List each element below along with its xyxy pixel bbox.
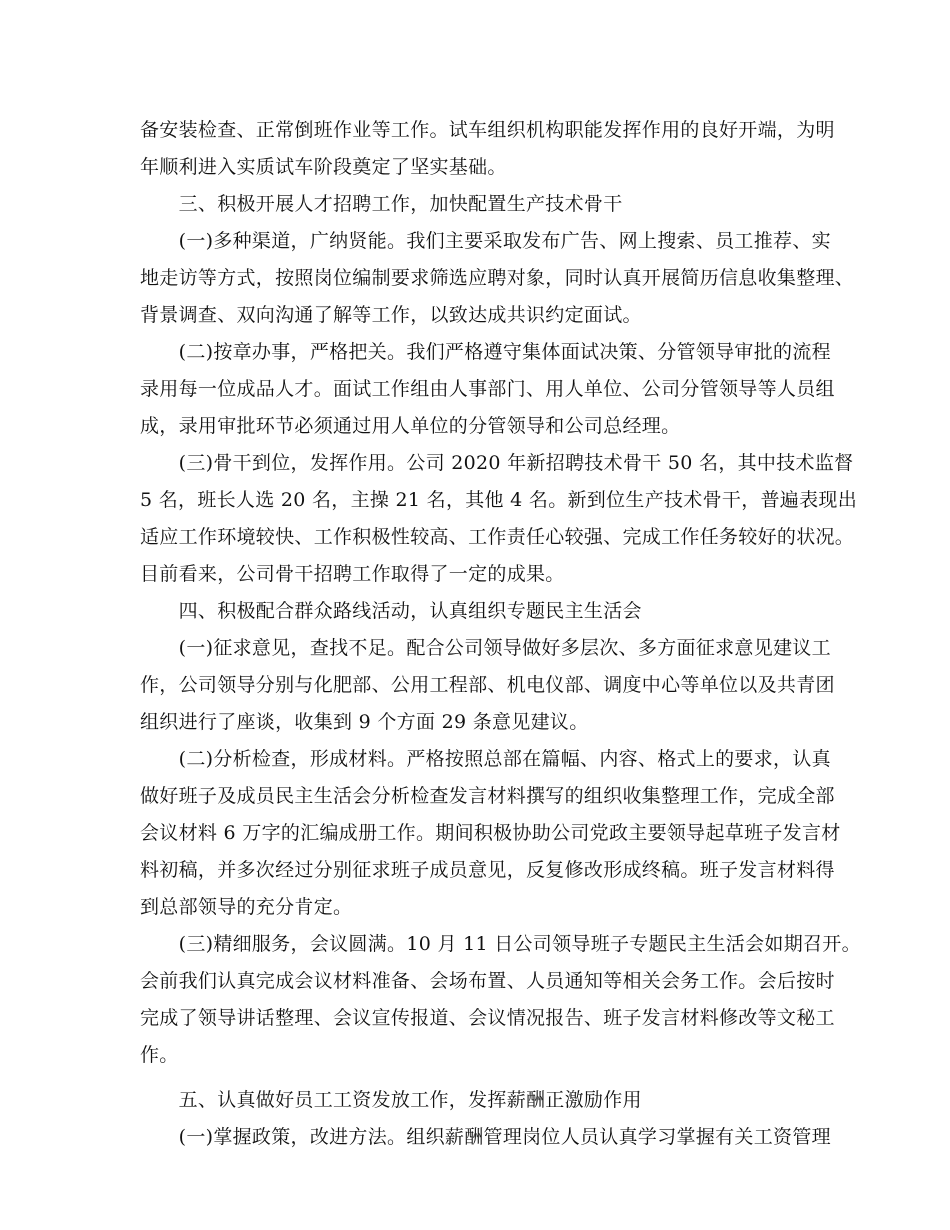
section-heading: 五、认真做好员工工资发放工作，发挥薪酬正激励作用 <box>140 1089 642 1111</box>
text-line: 年顺利进入实质试车阶段奠定了坚实基础。 <box>140 156 507 178</box>
text-line: 目前看来，公司骨干招聘工作取得了一定的成果。 <box>140 563 565 585</box>
section-heading: 三、积极开展人才招聘工作，加快配置生产技术骨干 <box>140 193 623 215</box>
text-line: (二)按章办事，严格把关。我们严格遵守集体面试决策、分管领导审批的流程 <box>140 341 831 363</box>
text-line: 到总部领导的充分肯定。 <box>140 896 353 918</box>
text-line: 录用每一位成品人才。面试工作组由人事部门、用人单位、公司分管领导等人员组 <box>140 378 835 400</box>
text-line: 会前我们认真完成会议材料准备、会场布置、人员通知等相关会务工作。会后按时 <box>140 970 835 992</box>
document-body <box>140 112 861 1156</box>
text-line: (一)多种渠道，广纳贤能。我们主要采取发布广告、网上搜索、员工推荐、实 <box>140 230 831 252</box>
section-heading: 四、积极配合群众路线活动，认真组织专题民主生活会 <box>140 600 642 622</box>
text-line: 备安装检查、正常倒班作业等工作。试车组织机构职能发挥作用的良好开端，为明 <box>140 119 835 141</box>
text-line: (三)骨干到位，发挥作用。公司 2020 年新招聘技术骨干 50 名，其中技术监督 <box>140 452 854 474</box>
paragraph-gap <box>140 1074 820 1082</box>
text-line: 完成了领导讲话整理、会议宣传报道、会议情况报告、班子发言材料修改等文秘工 <box>140 1007 835 1029</box>
text-line: 会议材料 6 万字的汇编成册工作。期间积极协助公司党政主要领导起草班子发言材 <box>140 822 841 844</box>
text-line: 组织进行了座谈，收集到 9 个方面 29 条意见建议。 <box>140 711 589 733</box>
text-line: 作，公司领导分别与化肥部、公用工程部、机电仪部、调度中心等单位以及共青团 <box>140 674 835 696</box>
text-line: 做好班子及成员民主生活会分析检查发言材料撰写的组织收集整理工作，完成全部 <box>140 785 835 807</box>
text-line: 料初稿，并多次经过分别征求班子成员意见，反复修改形成终稿。班子发言材料得 <box>140 859 835 881</box>
text-line: 成，录用审批环节必须通过用人单位的分管领导和公司总经理。 <box>140 415 681 437</box>
text-line: 作。 <box>140 1044 179 1066</box>
text-line: (二)分析检查，形成材料。严格按照总部在篇幅、内容、格式上的要求，认真 <box>140 748 831 770</box>
text-line: (一)掌握政策，改进方法。组织薪酬管理岗位人员认真学习掌握有关工资管理 <box>140 1126 831 1148</box>
text-line: 地走访等方式，按照岗位编制要求筛选应聘对象，同时认真开展简历信息收集整理、 <box>140 267 855 289</box>
text-line: 背景调查、双向沟通了解等工作，以致达成共识约定面试。 <box>140 304 642 326</box>
text-line: 适应工作环境较快、工作积极性较高、工作责任心较强、完成工作任务较好的状况。 <box>140 526 855 548</box>
text-line: (三)精细服务，会议圆满。10 月 11 日公司领导班子专题民主生活会如期召开。 <box>140 933 861 955</box>
text-line: (一)征求意见，查找不足。配合公司领导做好多层次、多方面征求意见建议工 <box>140 637 831 659</box>
text-line: 5 名，班长人选 20 名，主操 21 名，其他 4 名。新到位生产技术骨干，普遍表现出 <box>140 489 858 511</box>
